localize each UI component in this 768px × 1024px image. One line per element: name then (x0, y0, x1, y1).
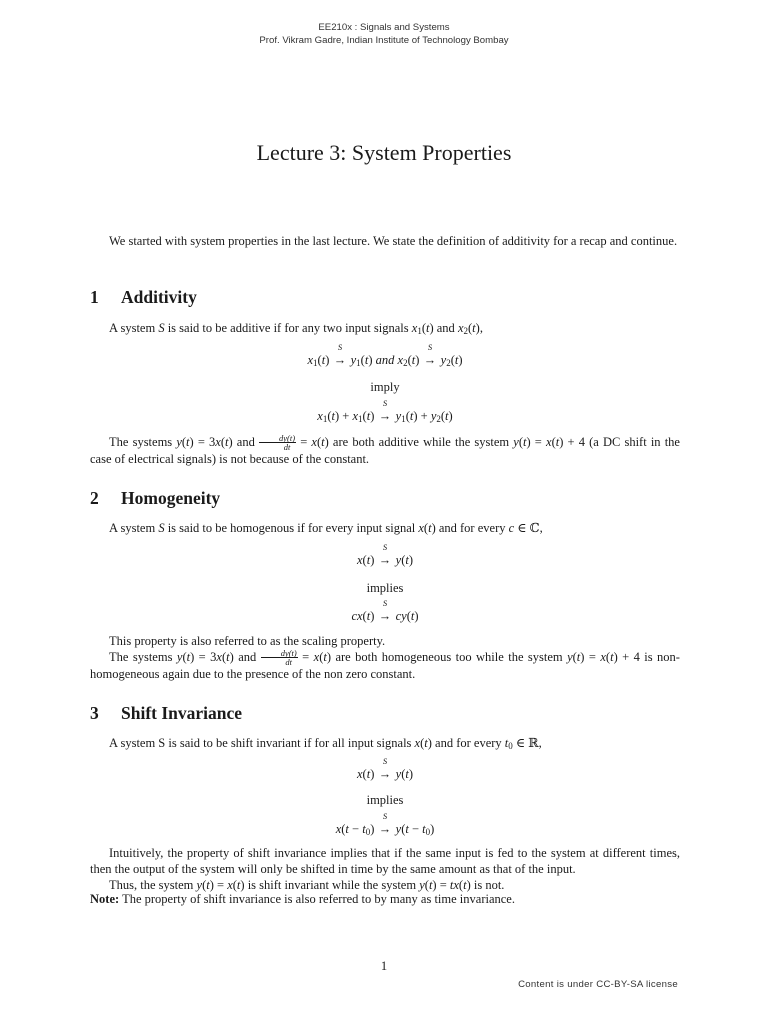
section-3-equation-2: $x(t - t_0)$ S → $y(t - t_0)$ (335, 811, 435, 837)
section-number: 2 (90, 488, 99, 508)
course-header: EE210x : Signals and Systems (318, 22, 450, 33)
page-number: 1 (380, 959, 388, 973)
section-1-definition: A system S is said to be additive if for any two input signals $x_1(t)$ and $x_2(t)$, (109, 321, 483, 336)
note-label: Note: (90, 892, 120, 906)
section-2-definition: A system S is said to be homogenous if for every input signal x(t) and for every c ∈ ℂ, (109, 521, 543, 535)
section-3-remark-1: Intuitively, the property of shift invariance implies that if the same input is fed to the system at different times, then the output of the system will only be shifted in time by the same amount as that of the input. (90, 846, 680, 876)
section-1-heading (90, 286, 197, 308)
section-3-equation-1: x(t) S → y(t) (356, 756, 414, 781)
page-title: Lecture 3: System Properties (256, 140, 512, 165)
section-1-equation-2: $x_1(t) + x_1(t)$ S → $y_1(t) + y_2(t)$ (317, 398, 453, 424)
section-1-remark: The systems y(t) = 3x(t) and $\frac{dy(t)}{dt}$ = x(t) are both additive while the system y(t) = x(t) + 4 (a DC shift in the case of electrical signals) is not because of the constant. (90, 433, 680, 466)
section-2-implication: implies (366, 581, 404, 595)
section-title: Homogeneity (121, 488, 221, 508)
intro-paragraph: We started with system properties in the last lecture. We state the definition of additivity for a recap and continue. (109, 234, 678, 248)
license-notice: Content is under CC-BY-SA license (518, 979, 678, 990)
instructor-header: Prof. Vikram Gadre, Indian Institute of Technology Bombay (259, 35, 509, 46)
section-number: 1 (90, 287, 99, 307)
section-3-heading (90, 702, 242, 724)
section-3-remark-2: Thus, the system y(t) = x(t) is shift invariant while the system y(t) = tx(t) is not. (109, 878, 505, 892)
note-text: The property of shift invariance is also referred to by many as time invariance. (122, 892, 515, 906)
section-2-equation-2: cx(t) S → cy(t) (351, 598, 419, 623)
section-title: Shift Invariance (121, 703, 243, 723)
section-3-implication: implies (366, 793, 404, 807)
section-2-equation-1: x(t) S → y(t) (356, 542, 414, 567)
section-title: Additivity (121, 287, 197, 307)
section-number: 3 (90, 703, 99, 723)
section-2-heading (90, 487, 220, 509)
section-2-remark-2: The systems y(t) = 3x(t) and $\frac{dy(t)}{dt}$ = x(t) are both homogeneous too while the system y(t) = x(t) + 4 is non-homogeneous again due to the presence of the non zero constant. (90, 648, 680, 681)
section-1-implication: imply (370, 380, 400, 394)
section-3-definition: A system S is said to be shift invariant if for all input signals x(t) and for every $t_0$ ∈ ℝ, (109, 736, 542, 751)
section-1-equation-1: $x_1(t)$ S → $y_1(t)$ and $x_2(t)$ S → $y_2(t)$ (307, 342, 463, 368)
section-3-note (90, 891, 680, 907)
section-2-remark-1: This property is also referred to as the scaling property. (109, 634, 386, 648)
